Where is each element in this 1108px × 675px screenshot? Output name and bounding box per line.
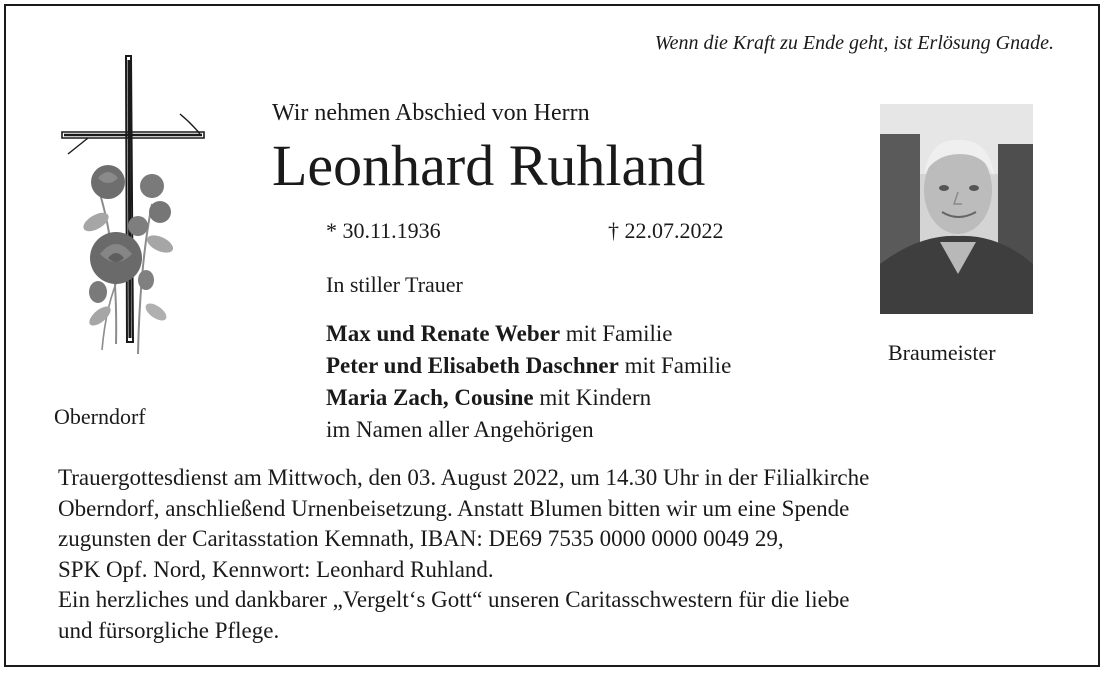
mourner-line: im Namen aller Angehörigen (326, 417, 594, 442)
birth-date: * 30.11.1936 (326, 218, 441, 243)
service-line: Trauergottesdienst am Mittwoch, den 03. August 2022, um 14.30 Uhr in der Filialkirche (58, 465, 870, 490)
mourner-line: Maria Zach, Cousine mit Kindern (326, 385, 652, 410)
mourner-line: Max und Renate Weber mit Familie (326, 321, 673, 346)
profession: Braumeister (888, 340, 996, 365)
mourners-list (326, 318, 731, 446)
cross-with-roses-icon (60, 54, 208, 360)
deceased-name: Leonhard Ruhland (272, 133, 706, 198)
mourning-text: In stiller Trauer (326, 272, 463, 297)
service-line: zugunsten der Caritasstation Kemnath, IBAN: DE69 7535 0000 0000 0049 29, (58, 526, 784, 551)
service-line: Oberndorf, anschließend Urnenbeisetzung. Anstatt Blumen bitten wir um eine Spende (58, 495, 850, 521)
service-info (58, 463, 1058, 646)
portrait-photo (880, 104, 1033, 314)
motto: Wenn die Kraft zu Ende geht, ist Erlösung Gnade. (654, 32, 1054, 54)
service-line: und fürsorgliche Pflege. (58, 617, 280, 643)
service-line: SPK Opf. Nord, Kennwort: Leonhard Ruhland. (58, 556, 494, 582)
place: Oberndorf (54, 404, 146, 429)
mourner-line: Peter und Elisabeth Daschner mit Familie (326, 353, 732, 378)
service-line: Ein herzliches und dankbarer „Vergelt‘s Gott“ unseren Caritasschwestern für die liebe (58, 587, 850, 612)
intro-text: Wir nehmen Abschied von Herrn (272, 100, 590, 126)
death-date: † 22.07.2022 (608, 218, 724, 243)
